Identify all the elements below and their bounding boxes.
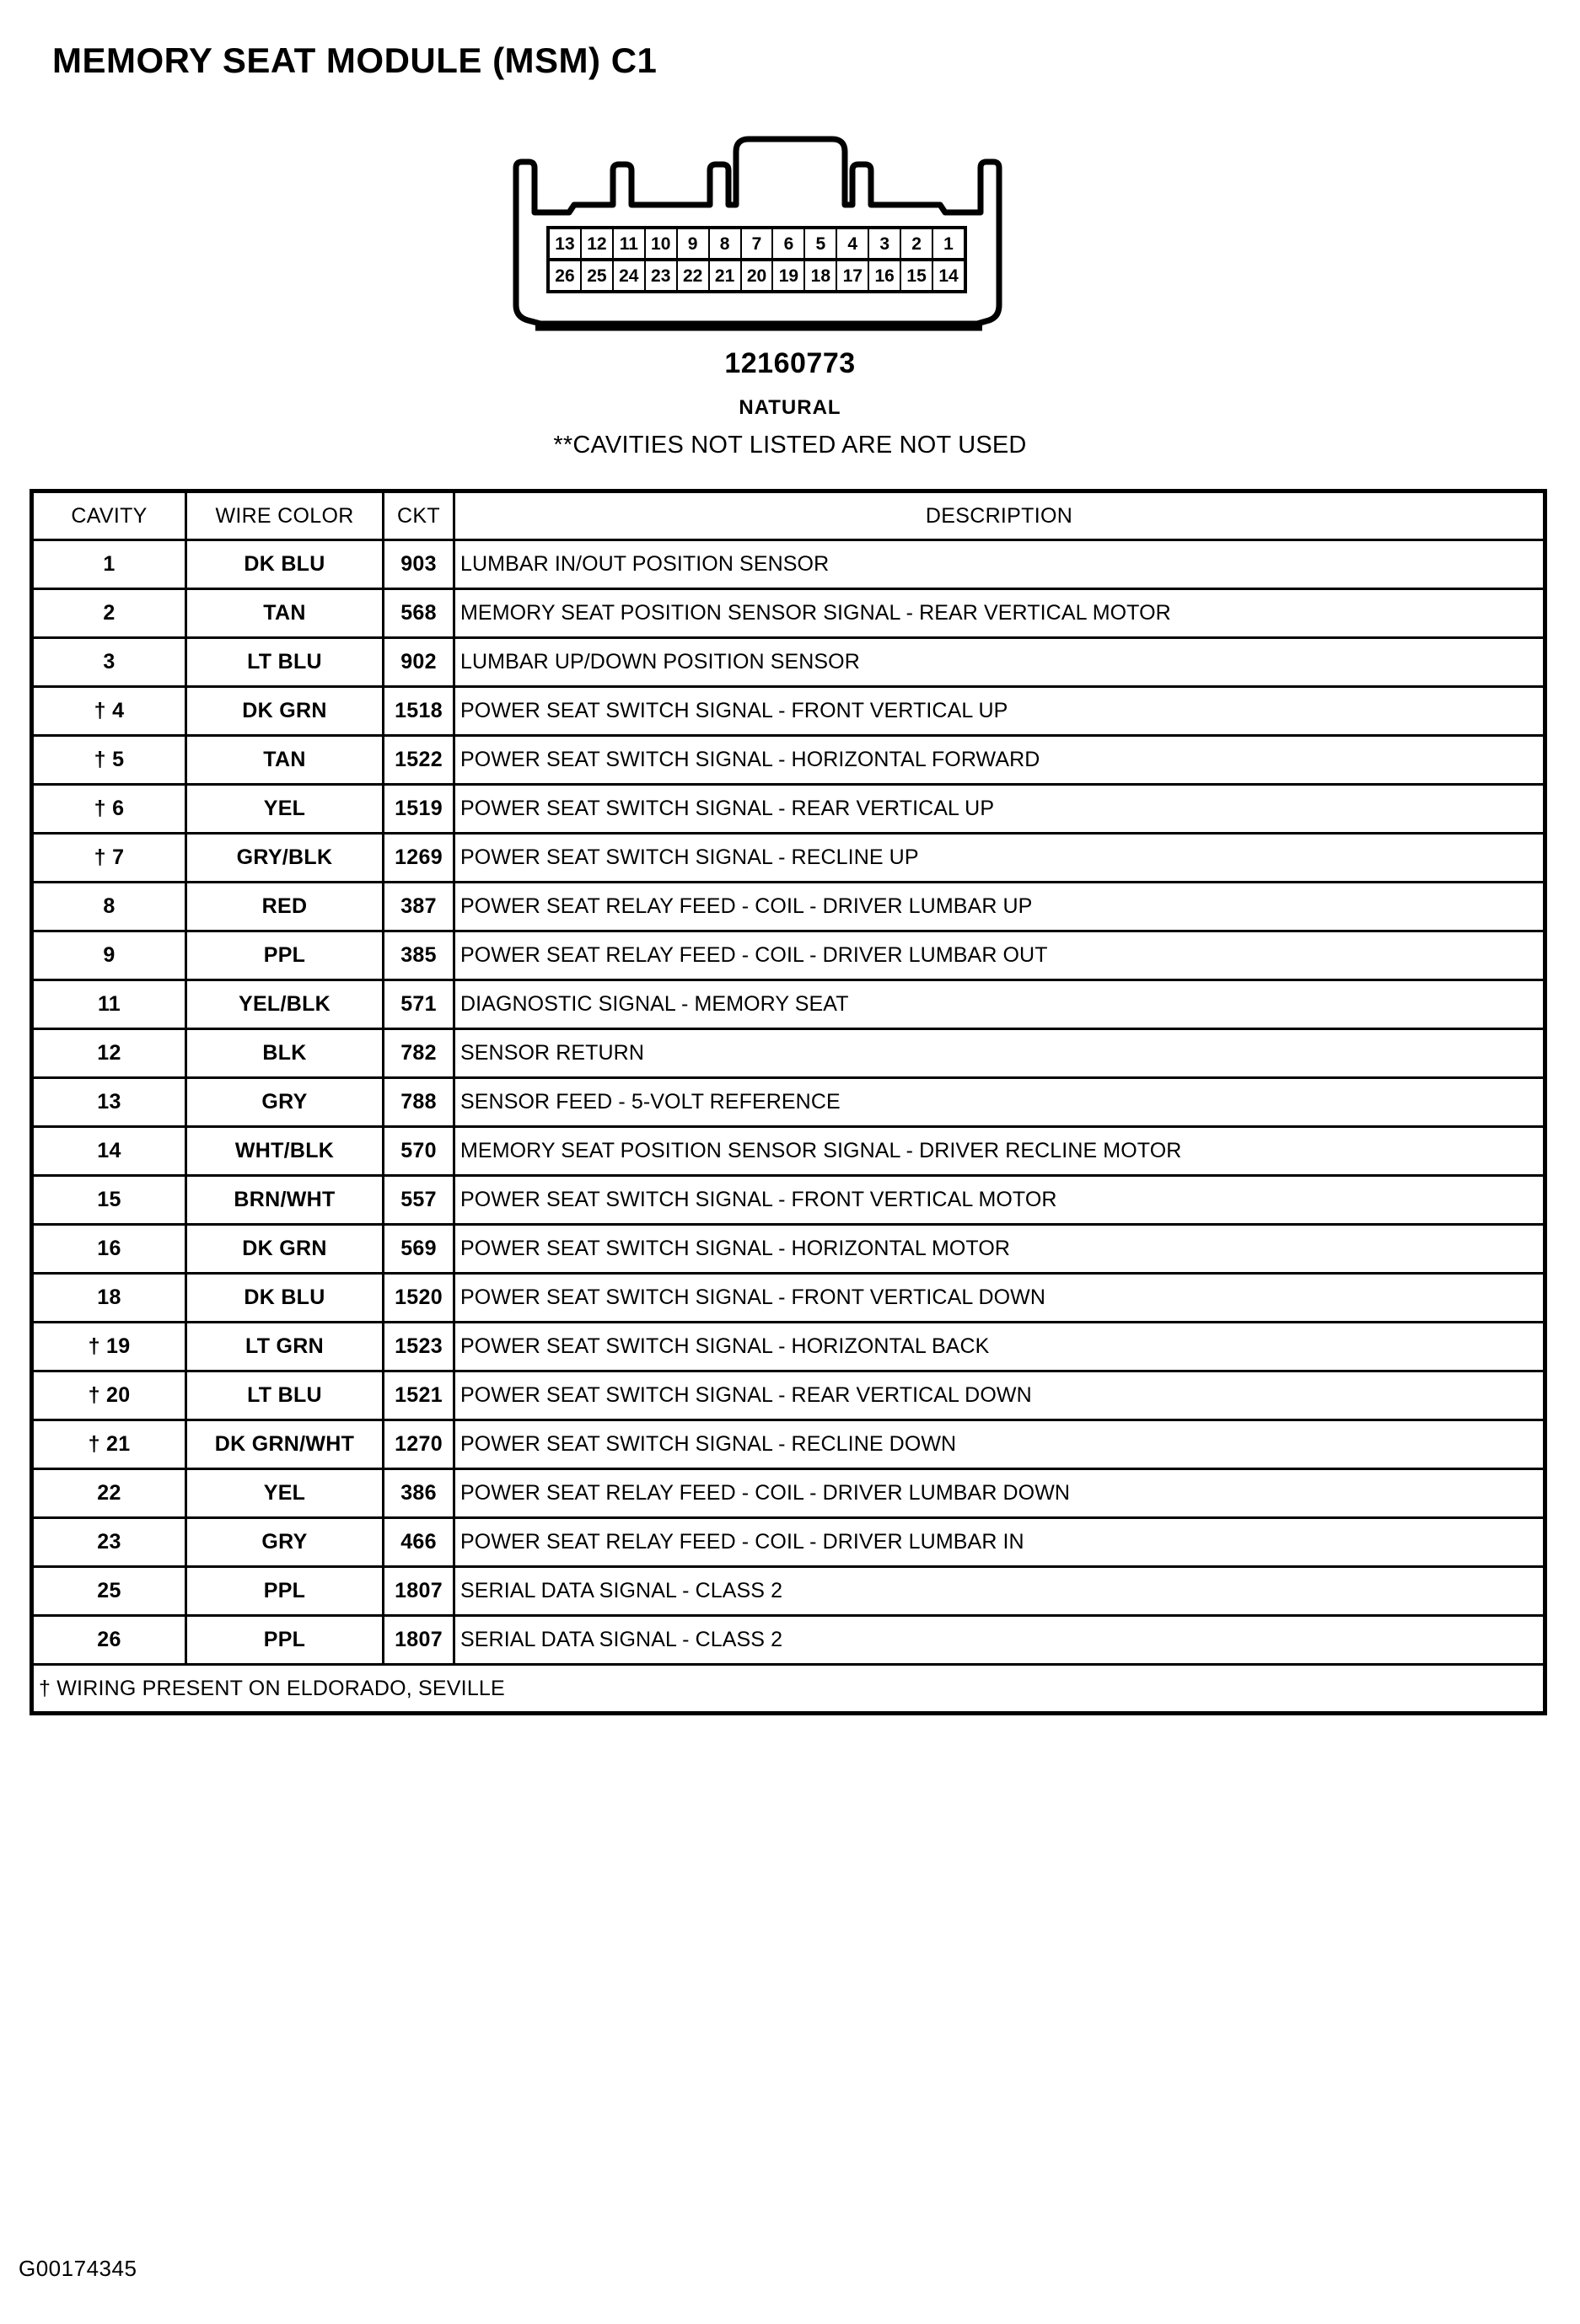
cell-ckt: 902 xyxy=(384,638,454,687)
cell-description: POWER SEAT RELAY FEED - COIL - DRIVER LUMBAR DOWN xyxy=(454,1469,1545,1518)
cell-wire-color: BLK xyxy=(186,1029,384,1078)
cell-description: SERIAL DATA SIGNAL - CLASS 2 xyxy=(454,1567,1545,1616)
cell-ckt: 788 xyxy=(384,1078,454,1127)
pinout-table-container xyxy=(30,489,1547,1715)
cell-wire-color: LT BLU xyxy=(186,638,384,687)
cell-description: POWER SEAT RELAY FEED - COIL - DRIVER LUMBAR UP xyxy=(454,883,1545,931)
cell-description: POWER SEAT SWITCH SIGNAL - RECLINE DOWN xyxy=(454,1420,1545,1469)
pin-cell: 11 xyxy=(614,229,646,258)
pin-cell: 25 xyxy=(582,261,614,290)
table-row xyxy=(32,1469,1545,1518)
table-row xyxy=(32,1616,1545,1665)
cell-description: MEMORY SEAT POSITION SENSOR SIGNAL - DRIVER RECLINE MOTOR xyxy=(454,1127,1545,1176)
cell-wire-color: DK GRN xyxy=(186,687,384,736)
table-row xyxy=(32,589,1545,638)
cell-ckt: 387 xyxy=(384,883,454,931)
cell-wire-color: LT BLU xyxy=(186,1371,384,1420)
table-row xyxy=(32,638,1545,687)
cell-ckt: 557 xyxy=(384,1176,454,1225)
cell-cavity: 12 xyxy=(32,1029,186,1078)
table-row xyxy=(32,1518,1545,1567)
cell-cavity: 26 xyxy=(32,1616,186,1665)
cell-cavity: 25 xyxy=(32,1567,186,1616)
cell-wire-color: GRY xyxy=(186,1078,384,1127)
pin-row-bottom xyxy=(546,260,967,293)
cell-ckt: 568 xyxy=(384,589,454,638)
cell-wire-color: YEL/BLK xyxy=(186,980,384,1029)
cell-description: POWER SEAT SWITCH SIGNAL - HORIZONTAL BACK xyxy=(454,1323,1545,1371)
cell-wire-color: DK GRN xyxy=(186,1225,384,1274)
cell-description: POWER SEAT SWITCH SIGNAL - REAR VERTICAL UP xyxy=(454,785,1545,834)
cell-cavity: 9 xyxy=(32,931,186,980)
cell-wire-color: RED xyxy=(186,883,384,931)
cell-cavity: † 20 xyxy=(32,1371,186,1420)
cell-cavity: † 21 xyxy=(32,1420,186,1469)
pin-cell: 14 xyxy=(938,266,959,286)
cell-description: POWER SEAT SWITCH SIGNAL - FRONT VERTICAL UP xyxy=(454,687,1545,736)
cell-description: POWER SEAT RELAY FEED - COIL - DRIVER LUMBAR OUT xyxy=(454,931,1545,980)
pin-cell: 12 xyxy=(582,229,614,258)
connector-pin-grid xyxy=(546,226,967,293)
cell-ckt: 1521 xyxy=(384,1371,454,1420)
cell-wire-color: PPL xyxy=(186,1616,384,1665)
pin-cell: 6 xyxy=(773,229,805,258)
cell-ckt: 1807 xyxy=(384,1567,454,1616)
pin-cell: 20 xyxy=(742,261,774,290)
table-row xyxy=(32,1176,1545,1225)
table-row xyxy=(32,931,1545,980)
cell-ckt: 571 xyxy=(384,980,454,1029)
cell-cavity: 16 xyxy=(32,1225,186,1274)
header-ckt: CKT xyxy=(384,491,454,540)
table-row xyxy=(32,834,1545,883)
table-row xyxy=(32,1078,1545,1127)
cell-wire-color: LT GRN xyxy=(186,1323,384,1371)
pin-cell: 2 xyxy=(901,229,933,258)
pin-cell: 16 xyxy=(869,261,901,290)
pin-cell: 22 xyxy=(678,261,710,290)
pin-cell: 9 xyxy=(678,229,710,258)
cell-cavity: † 5 xyxy=(32,736,186,785)
pin-cell: 26 xyxy=(550,261,582,290)
pin-cell: 17 xyxy=(837,261,869,290)
pin-cell: 21 xyxy=(710,261,742,290)
cell-ckt: 466 xyxy=(384,1518,454,1567)
cell-ckt: 385 xyxy=(384,931,454,980)
table-row xyxy=(32,1567,1545,1616)
cell-wire-color: GRY xyxy=(186,1518,384,1567)
cell-description: SENSOR RETURN xyxy=(454,1029,1545,1078)
table-row xyxy=(32,1371,1545,1420)
cell-description: POWER SEAT SWITCH SIGNAL - HORIZONTAL FORWARD xyxy=(454,736,1545,785)
table-row xyxy=(32,736,1545,785)
cavity-usage-note: **CAVITIES NOT LISTED ARE NOT USED xyxy=(553,432,1027,459)
header-cavity: CAVITY xyxy=(32,491,186,540)
cell-cavity: 22 xyxy=(32,1469,186,1518)
table-row xyxy=(32,1323,1545,1371)
pin-cell: 8 xyxy=(710,229,742,258)
cell-ckt: 386 xyxy=(384,1469,454,1518)
cell-wire-color: YEL xyxy=(186,1469,384,1518)
cell-description: DIAGNOSTIC SIGNAL - MEMORY SEAT xyxy=(454,980,1545,1029)
pin-cell: 23 xyxy=(646,261,678,290)
header-description: DESCRIPTION xyxy=(454,491,1545,540)
pin-cell: 15 xyxy=(901,261,933,290)
cell-wire-color: BRN/WHT xyxy=(186,1176,384,1225)
cell-description: LUMBAR UP/DOWN POSITION SENSOR xyxy=(454,638,1545,687)
cell-description: POWER SEAT SWITCH SIGNAL - FRONT VERTICAL MOTOR xyxy=(454,1176,1545,1225)
cell-wire-color: PPL xyxy=(186,931,384,980)
table-row xyxy=(32,980,1545,1029)
cell-ckt: 1519 xyxy=(384,785,454,834)
pin-cell: 4 xyxy=(837,229,869,258)
table-row xyxy=(32,1225,1545,1274)
cell-wire-color: DK GRN/WHT xyxy=(186,1420,384,1469)
pin-cell: 24 xyxy=(614,261,646,290)
cell-cavity: 11 xyxy=(32,980,186,1029)
table-row xyxy=(32,540,1545,589)
table-row xyxy=(32,883,1545,931)
cell-ckt: 1523 xyxy=(384,1323,454,1371)
cell-cavity: 13 xyxy=(32,1078,186,1127)
pin-cell: 10 xyxy=(646,229,678,258)
cell-ckt: 782 xyxy=(384,1029,454,1078)
cell-wire-color: WHT/BLK xyxy=(186,1127,384,1176)
cell-ckt: 1522 xyxy=(384,736,454,785)
table-row xyxy=(32,1420,1545,1469)
cell-ckt: 1518 xyxy=(384,687,454,736)
pin-cell: 7 xyxy=(742,229,774,258)
cell-wire-color: DK BLU xyxy=(186,1274,384,1323)
pin-cell: 5 xyxy=(805,229,837,258)
cell-description: SENSOR FEED - 5-VOLT REFERENCE xyxy=(454,1078,1545,1127)
cell-wire-color: TAN xyxy=(186,736,384,785)
cell-cavity: 15 xyxy=(32,1176,186,1225)
cell-cavity: 14 xyxy=(32,1127,186,1176)
cell-description: POWER SEAT SWITCH SIGNAL - HORIZONTAL MOTOR xyxy=(454,1225,1545,1274)
cell-ckt: 1269 xyxy=(384,834,454,883)
pin-cell: 13 xyxy=(550,229,582,258)
cell-description: MEMORY SEAT POSITION SENSOR SIGNAL - REAR VERTICAL MOTOR xyxy=(454,589,1545,638)
cell-wire-color: TAN xyxy=(186,589,384,638)
cell-cavity: 3 xyxy=(32,638,186,687)
page-title: MEMORY SEAT MODULE (MSM) C1 xyxy=(52,40,658,80)
header-wire-color: WIRE COLOR xyxy=(186,491,384,540)
table-header-row xyxy=(32,491,1545,540)
cell-description: POWER SEAT SWITCH SIGNAL - RECLINE UP xyxy=(454,834,1545,883)
cell-ckt: 569 xyxy=(384,1225,454,1274)
pin-row-top xyxy=(546,226,967,260)
pin-cell: 1 xyxy=(943,233,954,254)
cell-wire-color: PPL xyxy=(186,1567,384,1616)
connector-part-number: 12160773 xyxy=(724,347,856,379)
cell-cavity: 2 xyxy=(32,589,186,638)
pin-cell: 18 xyxy=(805,261,837,290)
cell-description: SERIAL DATA SIGNAL - CLASS 2 xyxy=(454,1616,1545,1665)
cell-cavity: † 7 xyxy=(32,834,186,883)
table-row xyxy=(32,1127,1545,1176)
pin-cell: 19 xyxy=(773,261,805,290)
pinout-table xyxy=(30,489,1547,1715)
cell-cavity: 23 xyxy=(32,1518,186,1567)
cell-ckt: 1807 xyxy=(384,1616,454,1665)
cell-description: LUMBAR IN/OUT POSITION SENSOR xyxy=(454,540,1545,589)
cell-ckt: 903 xyxy=(384,540,454,589)
cell-cavity: 18 xyxy=(32,1274,186,1323)
table-row xyxy=(32,1029,1545,1078)
cell-cavity: † 6 xyxy=(32,785,186,834)
cell-cavity: † 19 xyxy=(32,1323,186,1371)
document-code: G00174345 xyxy=(19,2256,137,2281)
table-footnote-row xyxy=(32,1665,1545,1714)
cell-ckt: 570 xyxy=(384,1127,454,1176)
connector-color-label: NATURAL xyxy=(739,396,841,419)
cell-cavity: † 4 xyxy=(32,687,186,736)
table-row xyxy=(32,785,1545,834)
table-row xyxy=(32,1274,1545,1323)
cell-wire-color: YEL xyxy=(186,785,384,834)
cell-description: POWER SEAT RELAY FEED - COIL - DRIVER LUMBAR IN xyxy=(454,1518,1545,1567)
cell-cavity: 8 xyxy=(32,883,186,931)
cell-wire-color: GRY/BLK xyxy=(186,834,384,883)
table-row xyxy=(32,687,1545,736)
cell-cavity: 1 xyxy=(32,540,186,589)
footnote-text: † WIRING PRESENT ON ELDORADO, SEVILLE xyxy=(32,1665,1545,1714)
cell-wire-color: DK BLU xyxy=(186,540,384,589)
pinout-table-body xyxy=(32,540,1545,1665)
cell-description: POWER SEAT SWITCH SIGNAL - REAR VERTICAL DOWN xyxy=(454,1371,1545,1420)
cell-ckt: 1270 xyxy=(384,1420,454,1469)
cell-description: POWER SEAT SWITCH SIGNAL - FRONT VERTICAL DOWN xyxy=(454,1274,1545,1323)
pin-cell: 3 xyxy=(869,229,901,258)
cell-ckt: 1520 xyxy=(384,1274,454,1323)
